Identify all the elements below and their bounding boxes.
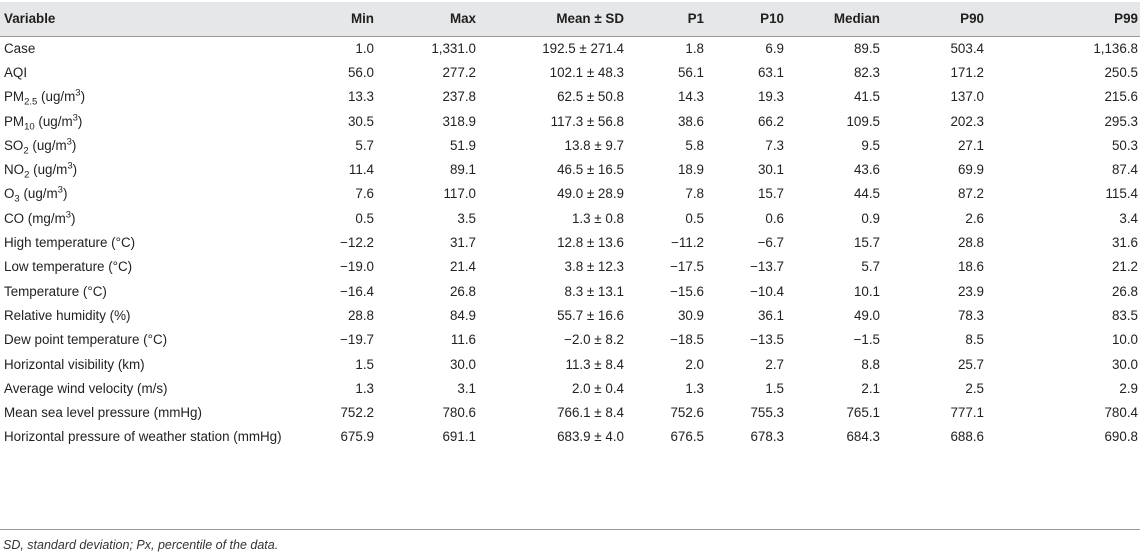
variable-text-sup: 3: [67, 160, 73, 172]
variable-text-post: ): [71, 210, 76, 226]
value-cell: 31.7: [449, 235, 476, 251]
value-cell: 1.0: [355, 40, 374, 56]
value-cell: 3.8 ± 12.3: [564, 259, 624, 275]
variable-text-post: ): [72, 162, 78, 178]
value-cell: 2.5: [965, 380, 984, 396]
value-cell: 683.9 ± 4.0: [557, 428, 624, 444]
variable-text-pre: Relative humidity (%): [4, 307, 131, 323]
value-cell: 1.5: [355, 356, 374, 372]
variable-text-pre: Low temperature (°C): [4, 259, 133, 275]
variable-text-sub: 2.5: [24, 96, 38, 108]
value-cell: 7.8: [685, 186, 704, 202]
table-row: [0, 328, 1140, 352]
descriptive-statistics-table: [0, 2, 1140, 469]
value-cell: 675.9: [340, 428, 374, 444]
value-cell: 51.9: [449, 137, 476, 153]
value-cell: 215.6: [1104, 89, 1138, 105]
variable-text-pre: Case: [4, 40, 36, 56]
column-header: Max: [376, 2, 478, 36]
value-cell: 1.3: [685, 380, 704, 396]
variable-text-pre: AQI: [4, 64, 28, 80]
value-cell: 7.6: [355, 186, 374, 202]
value-cell: 11.6: [450, 332, 476, 348]
value-cell: 1.3 ± 0.8: [571, 210, 624, 226]
variable-text-sup: 3: [66, 136, 72, 148]
value-cell: 171.2: [950, 64, 984, 80]
value-cell: 30.0: [1111, 356, 1138, 372]
value-cell: 13.8 ± 9.7: [564, 137, 624, 153]
variable-text-sub: 2: [23, 145, 29, 157]
value-cell: 676.5: [670, 428, 704, 444]
variable-text-mid: (ug/m: [37, 89, 76, 105]
value-cell: 137.0: [950, 89, 984, 105]
value-cell: 11.4: [348, 162, 374, 178]
value-cell: 0.6: [765, 210, 784, 226]
column-header: P1: [626, 2, 706, 36]
value-cell: 30.5: [347, 113, 374, 129]
table-bottom-rule: [0, 529, 1140, 530]
value-cell: 752.6: [670, 405, 704, 421]
column-header: Variable: [0, 2, 306, 36]
table-row: [0, 400, 1140, 424]
value-cell: −10.4: [750, 283, 784, 299]
value-cell: 55.7 ± 16.6: [557, 307, 624, 323]
value-cell: −17.5: [670, 259, 704, 275]
variable-text-sup: 3: [75, 87, 81, 99]
value-cell: 8.5: [965, 332, 984, 348]
value-cell: 18.6: [957, 259, 984, 275]
variable-cell: [0, 352, 306, 376]
value-cell: 56.0: [347, 64, 374, 80]
table-footnote: SD, standard deviation; Px, percentile of the data.: [3, 538, 279, 552]
value-cell: 777.1: [950, 405, 984, 421]
value-cell: 6.9: [765, 40, 784, 56]
variable-cell: [0, 230, 306, 254]
value-cell: 1.5: [765, 380, 784, 396]
value-cell: 237.8: [442, 89, 476, 105]
variable-text-pre: High temperature (°C): [4, 235, 136, 251]
value-cell: −11.2: [671, 235, 704, 251]
value-cell: 46.5 ± 16.5: [557, 162, 624, 178]
value-cell: 2.9: [1119, 380, 1138, 396]
variable-cell: [0, 206, 306, 230]
table-row: [0, 60, 1140, 84]
value-cell: 109.5: [846, 113, 880, 129]
variable-cell: [0, 109, 306, 133]
variable-text-sup: 3: [72, 112, 78, 124]
value-cell: 2.0: [685, 356, 704, 372]
variable-text-mid: (ug/m: [34, 113, 73, 129]
value-cell: 15.7: [757, 186, 784, 202]
table-row: [0, 109, 1140, 133]
value-cell: −19.0: [340, 259, 374, 275]
table-row: [0, 36, 1140, 60]
value-cell: 678.3: [750, 428, 784, 444]
variable-text-pre: PM: [4, 89, 25, 105]
column-header: Median: [786, 2, 882, 36]
table-row: [0, 85, 1140, 109]
variable-text-post: ): [62, 186, 68, 202]
value-cell: 10.1: [853, 283, 880, 299]
value-cell: 7.3: [765, 137, 784, 153]
value-cell: 30.0: [449, 356, 476, 372]
table-row: [0, 376, 1140, 400]
value-cell: 23.9: [957, 283, 984, 299]
value-cell: 202.3: [950, 113, 984, 129]
value-cell: 691.1: [442, 428, 476, 444]
value-cell: 84.9: [449, 307, 476, 323]
variable-cell: [0, 133, 306, 157]
variable-text-pre: Mean sea level pressure (mmHg): [4, 405, 202, 421]
column-header: P99: [986, 2, 1140, 36]
variable-text-pre: O: [4, 186, 15, 202]
value-cell: 21.2: [1111, 259, 1138, 275]
value-cell: 1,136.8: [1093, 40, 1138, 56]
column-header: P90: [882, 2, 986, 36]
value-cell: 49.0: [853, 307, 880, 323]
value-cell: 755.3: [750, 405, 784, 421]
variable-text-pre: PM: [4, 113, 25, 129]
value-cell: 3.1: [457, 380, 476, 396]
value-cell: 5.7: [861, 259, 880, 275]
value-cell: 25.7: [957, 356, 984, 372]
value-cell: 690.8: [1104, 428, 1138, 444]
value-cell: 8.8: [861, 356, 880, 372]
variable-cell: [0, 279, 306, 303]
value-cell: 26.8: [1111, 283, 1138, 299]
value-cell: 28.8: [957, 235, 984, 251]
value-cell: 780.6: [442, 405, 476, 421]
value-cell: 250.5: [1104, 64, 1138, 80]
value-cell: 28.8: [347, 307, 374, 323]
variable-cell: [0, 182, 306, 206]
value-cell: 5.8: [685, 137, 704, 153]
value-cell: 117.3 ± 56.8: [550, 113, 624, 129]
table-row: [0, 255, 1140, 279]
value-cell: 18.9: [677, 162, 704, 178]
variable-text-pre: Dew point temperature (°C): [4, 332, 168, 348]
value-cell: 38.6: [677, 113, 704, 129]
variable-cell: [0, 255, 306, 279]
value-cell: 19.3: [757, 89, 784, 105]
variable-cell: [0, 85, 306, 109]
value-cell: 2.7: [765, 356, 784, 372]
value-cell: 31.6: [1111, 235, 1138, 251]
table-row: [0, 425, 1140, 469]
value-cell: 66.2: [757, 113, 784, 129]
column-header: Mean ± SD: [478, 2, 626, 36]
value-cell: 15.7: [853, 235, 880, 251]
value-cell: 9.5: [861, 137, 880, 153]
value-cell: 3.4: [1119, 210, 1138, 226]
variable-text-post: ): [80, 89, 86, 105]
value-cell: −19.7: [340, 332, 374, 348]
value-cell: 117.0: [443, 186, 476, 202]
value-cell: 3.5: [457, 210, 476, 226]
table-row: [0, 230, 1140, 254]
variable-text-mid: (ug/m: [19, 186, 58, 202]
value-cell: 14.3: [677, 89, 704, 105]
value-cell: 56.1: [677, 64, 704, 80]
value-cell: 78.3: [957, 307, 984, 323]
value-cell: 50.3: [1111, 137, 1138, 153]
value-cell: 87.2: [957, 186, 984, 202]
value-cell: 1.3: [355, 380, 374, 396]
variable-cell: [0, 60, 306, 84]
variable-cell: [0, 157, 306, 181]
variable-text-sup: 3: [57, 184, 63, 196]
variable-cell: [0, 400, 306, 424]
value-cell: 752.2: [340, 405, 374, 421]
variable-text-pre: CO (mg/m: [4, 210, 66, 226]
table-row: [0, 182, 1140, 206]
variable-text-pre: SO: [4, 137, 24, 153]
variable-cell: [0, 328, 306, 352]
variable-text-pre: Average wind velocity (m/s): [4, 380, 168, 396]
value-cell: −6.7: [757, 235, 784, 251]
variable-text-pre: NO: [4, 162, 25, 178]
variable-text-mid: (ug/m: [28, 137, 67, 153]
value-cell: −18.5: [670, 332, 704, 348]
value-cell: 0.5: [685, 210, 704, 226]
value-cell: 87.4: [1111, 162, 1138, 178]
variable-text-sub: 3: [14, 194, 20, 206]
column-header: P10: [706, 2, 786, 36]
variable-cell: [0, 425, 306, 469]
value-cell: 1,331.0: [431, 40, 476, 56]
variable-text-sub: 2: [24, 169, 30, 181]
value-cell: 49.0 ± 28.9: [557, 186, 624, 202]
value-cell: −16.4: [340, 283, 374, 299]
table-body: [0, 36, 1140, 469]
value-cell: 13.3: [347, 89, 374, 105]
value-cell: 765.1: [846, 405, 880, 421]
table-row: [0, 279, 1140, 303]
variable-text-pre: Horizontal visibility (km): [4, 356, 145, 372]
variable-text-post: ): [71, 137, 77, 153]
value-cell: 2.0 ± 0.4: [571, 380, 624, 396]
value-cell: 12.8 ± 13.6: [557, 235, 624, 251]
value-cell: 102.1 ± 48.3: [549, 64, 624, 80]
variable-text-sup: 3: [65, 209, 72, 221]
value-cell: 2.6: [965, 210, 984, 226]
value-cell: 43.6: [853, 162, 880, 178]
value-cell: 1.8: [685, 40, 704, 56]
value-cell: −1.5: [853, 332, 880, 348]
value-cell: 766.1 ± 8.4: [557, 405, 624, 421]
value-cell: 688.6: [950, 428, 984, 444]
value-cell: 11.3 ± 8.4: [565, 356, 624, 372]
value-cell: 62.5 ± 50.8: [557, 89, 624, 105]
table-row: [0, 352, 1140, 376]
value-cell: 89.1: [449, 162, 476, 178]
value-cell: 69.9: [957, 162, 984, 178]
value-cell: 26.8: [449, 283, 476, 299]
table-row: [0, 303, 1140, 327]
variable-cell: [0, 303, 306, 327]
value-cell: 83.5: [1111, 307, 1138, 323]
variable-text-pre: Horizontal pressure of weather station (mmHg): [4, 428, 282, 444]
column-header: Min: [306, 2, 376, 36]
value-cell: 684.3: [846, 428, 880, 444]
value-cell: 41.5: [853, 89, 880, 105]
table-row: [0, 133, 1140, 157]
variable-text-sub: 10: [24, 121, 35, 133]
variable-text-pre: Temperature (°C): [4, 283, 107, 299]
value-cell: 295.3: [1104, 113, 1138, 129]
table-row: [0, 157, 1140, 181]
value-cell: 30.1: [757, 162, 784, 178]
value-cell: 115.4: [1105, 186, 1138, 202]
variable-cell: [0, 376, 306, 400]
table-row: [0, 206, 1140, 230]
value-cell: 780.4: [1104, 405, 1138, 421]
value-cell: 503.4: [950, 40, 984, 56]
value-cell: 318.9: [442, 113, 476, 129]
value-cell: 277.2: [442, 64, 476, 80]
value-cell: 30.9: [677, 307, 704, 323]
value-cell: 0.5: [355, 210, 374, 226]
variable-text-post: ): [77, 113, 83, 129]
value-cell: 44.5: [853, 186, 880, 202]
value-cell: 21.4: [449, 259, 476, 275]
value-cell: −13.7: [750, 259, 784, 275]
value-cell: 5.7: [355, 137, 374, 153]
variable-cell: [0, 36, 306, 60]
value-cell: 2.1: [861, 380, 880, 396]
table-header-row: [0, 2, 1140, 36]
value-cell: 82.3: [853, 64, 880, 80]
value-cell: 36.1: [757, 307, 784, 323]
value-cell: −2.0 ± 8.2: [564, 332, 624, 348]
value-cell: −13.5: [750, 332, 784, 348]
value-cell: −12.2: [340, 235, 374, 251]
value-cell: 89.5: [853, 40, 880, 56]
value-cell: 8.3 ± 13.1: [564, 283, 624, 299]
value-cell: 10.0: [1111, 332, 1138, 348]
value-cell: 192.5 ± 271.4: [542, 40, 624, 56]
value-cell: 63.1: [757, 64, 784, 80]
value-cell: 0.9: [861, 210, 880, 226]
value-cell: 27.1: [957, 137, 984, 153]
value-cell: −15.6: [670, 283, 704, 299]
variable-text-mid: (ug/m: [29, 162, 68, 178]
